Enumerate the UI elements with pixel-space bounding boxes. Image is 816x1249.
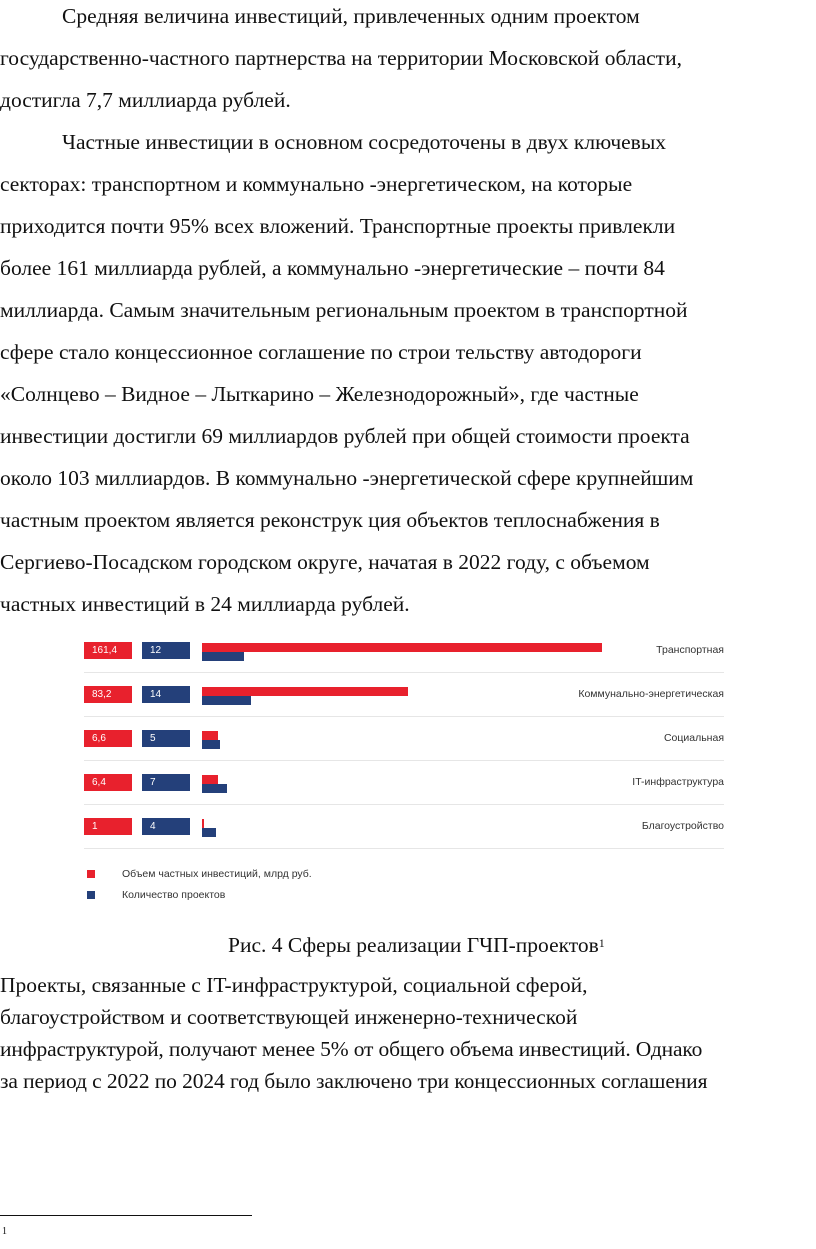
project-count-label: 12 [142,642,190,659]
project-count-bar [202,740,220,749]
figure-caption [228,932,605,958]
investment-value-label: 83,2 [84,686,132,703]
investment-bar [202,643,602,652]
chart-row-divider [84,760,724,761]
project-count-bar [202,784,227,793]
category-label: Благоустройство [641,820,724,832]
paragraph-3-line-2: благоустройством и соответствующей инженерно-технической [0,1005,578,1029]
paragraph-2-line-4: более 161 миллиарда рублей, а коммунально -энергетические – почти 84 [0,256,665,280]
chart-row-divider [84,848,724,849]
investment-value-label: 6,6 [84,730,132,747]
footnote-reference: 1 [598,936,605,950]
legend-label: Количество проектов [122,889,226,901]
investment-bar [202,819,204,828]
paragraph-3-line-1: Проекты, связанные с IT-инфраструктурой, социальной сферой, [0,973,588,997]
paragraph-1-line-3: достигла 7,7 миллиарда рублей. [0,88,291,112]
paragraph-1-line-1: Средняя величина инвестиций, привлеченных одним проектом [62,4,640,28]
investment-bar [202,687,408,696]
chart-row-divider [84,672,724,673]
paragraph-1-line-2: государственно-частного партнерства на территории Московской области, [0,46,682,70]
investment-value-label: 161,4 [84,642,132,659]
project-count-label: 14 [142,686,190,703]
project-count-bar [202,652,244,661]
project-count-bar [202,696,251,705]
paragraph-2-line-12: частных инвестиций в 24 миллиарда рублей. [0,592,410,616]
investment-value-label: 6,4 [84,774,132,791]
category-label: IT-инфраструктура [632,776,724,788]
paragraph-2-line-11: Сергиево-Посадском городском округе, начатая в 2022 году, с объемом [0,550,650,574]
paragraph-3-line-3: инфраструктурой, получают менее 5% от общего объема инвестиций. Однако [0,1037,703,1061]
legend-label: Объем частных инвестиций, млрд руб. [122,868,312,880]
paragraph-2-line-7: «Солнцево – Видное – Лыткарино – Железнодорожный», где частные [0,382,639,406]
investment-bar [202,775,218,784]
paragraph-2-line-5: миллиарда. Самым значительным региональным проектом в транспортной [0,298,688,322]
investment-sectors-chart [84,634,734,910]
investment-value-label: 1 [84,818,132,835]
footnote-mark: 1 [2,1226,7,1237]
paragraph-2-line-2: секторах: транспортном и коммунально -энергетическом, на которые [0,172,633,196]
paragraph-2-line-8: инвестиции достигли 69 миллиардов рублей при общей стоимости проекта [0,424,690,448]
figure-caption-text: Рис. 4 Сферы реализации ГЧП-проектов [228,933,599,957]
paragraph-2-line-1: Частные инвестиции в основном сосредоточены в двух ключевых [62,130,667,154]
legend-swatch [87,891,95,899]
legend-swatch [87,870,95,878]
project-count-bar [202,828,216,837]
paragraph-2-line-3: приходится почти 95% всех вложений. Транспортные проекты привлекли [0,214,676,238]
category-label: Социальная [663,732,724,744]
category-label: Транспортная [656,644,724,656]
chart-row-divider [84,716,724,717]
paragraph-2-line-10: частным проектом является реконструк ция объектов теплоснабжения в [0,508,660,532]
project-count-label: 4 [142,818,190,835]
paragraph-2-line-9: около 103 миллиардов. В коммунально -энергетической сфере крупнейшим [0,466,694,490]
category-label: Коммунально-энергетическая [578,688,724,700]
paragraph-2-line-6: сфере стало концессионное соглашение по строи тельству автодороги [0,340,642,364]
chart-row-divider [84,804,724,805]
footnote-separator [0,1215,252,1216]
project-count-label: 5 [142,730,190,747]
paragraph-3-line-4: за период с 2022 по 2024 год было заключено три концессионных соглашения [0,1069,708,1093]
project-count-label: 7 [142,774,190,791]
investment-bar [202,731,218,740]
